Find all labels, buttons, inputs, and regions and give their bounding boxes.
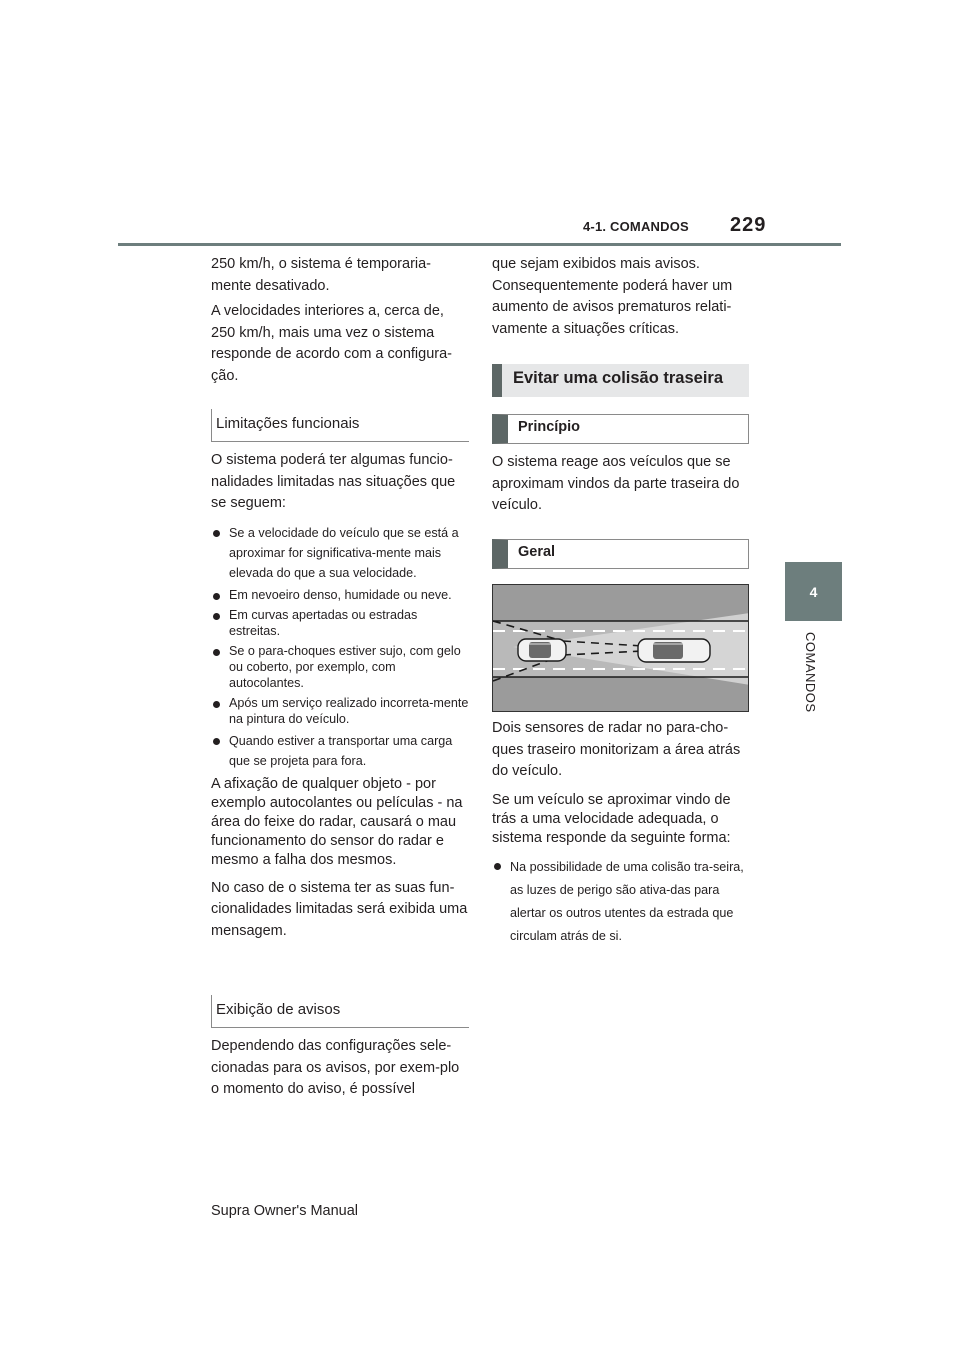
- principle-block: [492, 452, 750, 525]
- chapter-tab[interactable]: [785, 562, 842, 621]
- page-number: 229: [730, 214, 767, 236]
- limitations-intro: O sistema poderá ter algumas funcio-nalidades limitadas nas situações que se seguem:: [211, 452, 456, 511]
- list-item: Em curvas apertadas ou estradas estreitas.: [211, 607, 469, 639]
- limitations-heading: [211, 409, 469, 442]
- warnings-heading: [211, 995, 469, 1028]
- header-rule: [118, 243, 841, 246]
- subheading-general: [492, 539, 749, 569]
- heading-rule-horizontal: [211, 441, 469, 442]
- list-item: Se a velocidade do veículo que se está a aproximar for significativa-mente mais elevada do que a sua velocidade.: [211, 523, 469, 583]
- list-item: Se o para-choques estiver sujo, com gelo ou coberto, por exemplo, com autocolantes.: [211, 643, 469, 691]
- heading-rule-vertical: [211, 409, 212, 441]
- sensors-block: [492, 718, 750, 952]
- warnings-block: [211, 1036, 469, 1109]
- attachment-paragraph: A afixação de qualquer objeto - por exemplo autocolantes ou películas - na área do feixe do radar, causará o mau funcionamento do sensor do radar e mesmo a falha dos mesmos.: [211, 775, 463, 868]
- chapter-number: 4: [809, 583, 818, 600]
- chapter-side-label: [802, 632, 822, 724]
- warnings-heading-text: Exibição de avisos: [216, 1001, 341, 1018]
- limitations-list: [211, 523, 469, 771]
- left-column: [211, 254, 469, 395]
- heading-rule-horizontal: [211, 1027, 469, 1028]
- list-item: Em nevoeiro denso, humidade ou neve.: [211, 587, 469, 603]
- list-item: Após um serviço realizado incorreta-mente na pintura do veículo.: [211, 695, 469, 727]
- message-paragraph: No caso de o sistema ter as suas fun-cionalidades limitadas será exibida uma mensagem.: [211, 879, 468, 939]
- radar-illustration-svg: [493, 585, 749, 712]
- list-item: Quando estiver a transportar uma carga que se projeta para fora.: [211, 731, 469, 771]
- limitations-block: [211, 450, 469, 950]
- section-heading-rear-collision: [492, 364, 749, 397]
- limitations-heading-text: Limitações funcionais: [216, 415, 360, 432]
- running-header-section: 4-1. COMANDOS: [583, 219, 689, 234]
- response-list: [492, 856, 750, 948]
- subheading-general-text: Geral: [518, 544, 556, 560]
- radar-illustration: [492, 584, 749, 712]
- right-column-top: [492, 254, 750, 348]
- list-item: Na possibilidade de uma colisão tra-seira, as luzes de perigo são ativa-das para alertar os outros utentes da estrada que circulam atrás de si.: [492, 856, 750, 948]
- response-paragraph: Se um veículo se aproximar vindo de trás a uma velocidade adequada, o sistema responde da seguinte forma:: [492, 791, 731, 846]
- intro-paragraph-1: 250 km/h, o sistema é temporaria-mente desativado.: [211, 256, 432, 294]
- intro-paragraph-2: A velocidades interiores a, cerca de, 250 km/h, mais uma vez o sistema responde de acordo com a configura-ção.: [211, 303, 453, 384]
- warnings-paragraph: Dependendo das configurações sele-cionadas para os avisos, por exem-plo o momento do aviso, é possível: [211, 1038, 460, 1097]
- footer-manual-title: Supra Owner's Manual: [211, 1203, 359, 1219]
- subheading-principle-text: Princípio: [518, 419, 581, 435]
- rear-car-icon: [518, 639, 566, 661]
- continued-paragraph: que sejam exibidos mais avisos. Consequentemente poderá haver um aumento de avisos prematuros relati-vamente a situações críticas.: [492, 256, 733, 337]
- section-title: Evitar uma colisão traseira: [513, 369, 724, 387]
- subheading-principle: [492, 414, 749, 444]
- principle-paragraph: O sistema reage aos veículos que se aproximam vindos da parte traseira do veículo.: [492, 454, 740, 513]
- chapter-side-label-text: COMANDOS: [803, 632, 818, 713]
- own-car-icon: [638, 639, 710, 662]
- sensors-paragraph: Dois sensores de radar no para-cho-ques traseiro monitorizam a área atrás do veículo.: [492, 720, 741, 779]
- heading-rule-vertical: [211, 995, 212, 1027]
